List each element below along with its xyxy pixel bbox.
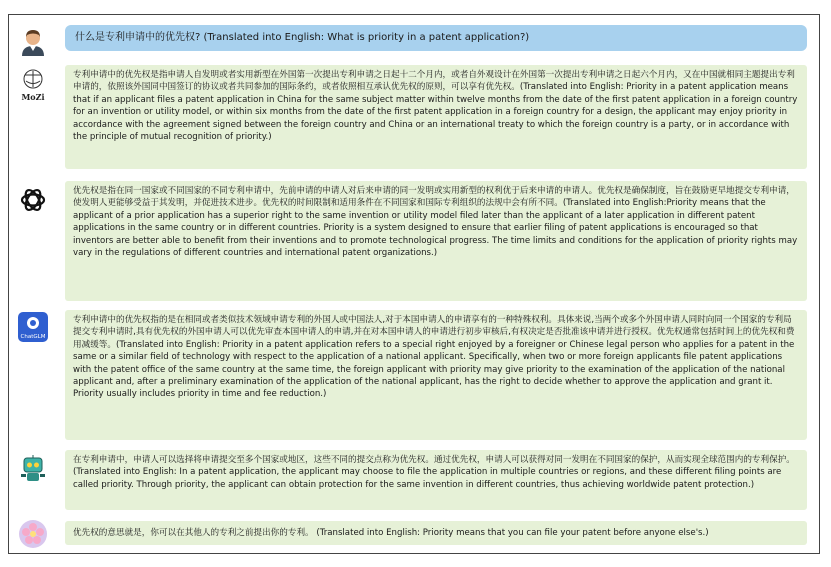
flower-logo-icon	[18, 519, 48, 549]
robot-logo-icon	[18, 454, 48, 484]
answer-bubble: 在专利申请中，申请人可以选择将申请提交至多个国家或地区，这些不同的提交点称为优先权。通过优先权，申请人可以获得对同一发明在不同国家的保护，从而实现全球范围内的专利保护。(Translated into English: In a patent application, the applicant may choose to file the application in multiple countries or regions, and these different filing points are called priority. Through priority, the applicant can obtain protection for the same invention in different countries, thus achieving worldwide patent protection.)	[65, 450, 807, 510]
chatglm-logo-text: ChatGLM	[20, 334, 46, 340]
answer-bubble: 专利申请中的优先权指的是在相同或者类似技术领域申请专利的外国人或中国法人,对于本国申请人的申请享有的一种特殊权利。具体来说,当两个或多个外国申请人同时向同一个国家的专利局提交专利申请时,具有优先权的外国申请人可以优先审查本国申请人的申请,并在对本国申请人的申请进行初步审核后,有权决定是否批准该申请并进行授权。优先权通常包括时间上的优先权和费用减缓等。(Translated into English: Priority in a patent application refers to a special right enjoyed by a foreigner or Chinese legal person who applies for a patent in the same or a similar field of technology with respect to the application of a national applicant. Specifically, when two or more foreign applicants file patent applications with the patent office of the same country at the same time, the foreign applicant with priority may give priority to the examination of the application of the national applicant and, after a preliminary examination of the application of the national applicant, has the right to decide whether to approve the application and grant it. Priority usually includes priority in time and fee reduction.)	[65, 310, 807, 440]
answer-bubble: 专利申请中的优先权是指申请人自发明或者实用新型在外国第一次提出专利申请之日起十二个月内，或者自外观设计在外国第一次提出专利申请之日起六个月内，又在中国就相同主题提出专利申请的，依照该外国同中国签订的协议或者共同参加的国际条约，或者依照相互承认优先权的原则，可以享有优先权。(Translated into English: Priority in a patent application means that if an applicant files a patent application in China for the same subject matter within twelve months from the date of the first patent application in a foreign country for an invention or utility model, or within six months from the date of the first patent application in a foreign country for a design, the applicant may enjoy priority in accordance with the agreement signed between the foreign country and China or an international treaty to which the foreign country is a party, or in accordance with the principle of mutual recognition of priority.)	[65, 65, 807, 169]
openai-logo-icon	[18, 185, 48, 215]
comparison-panel	[8, 14, 820, 554]
question-bubble: 什么是专利申请中的优先权? (Translated into English: What is priority in a patent application?)	[65, 25, 807, 51]
mozi-logo-text: MoZi	[21, 92, 45, 102]
mozi-logo-icon	[15, 67, 51, 102]
chatglm-logo-icon	[18, 312, 48, 342]
user-avatar-icon	[18, 27, 48, 57]
answer-bubble: 优先权是指在同一国家或不同国家的不同专利申请中，先前申请的申请人对后来申请的同一发明或实用新型的权利优于后来申请的申请人。优先权是确保制度，旨在鼓励更早地提交专利申请，使发明人更能够受益于其发明，并促进技术进步。优先权的时间限制和适用条件在不同国家和国际专利组织的法规中会有所不同。(Translated into English:Priority means that the applicant of a prior application has a superior right to the same invention or utility model filed later than the applicant of a later application in different patent applications in the same country or in different countries. Priority is a system designed to ensure that earlier filing of patent applications is encouraged so that inventors are better able to benefit from their inventions and to promote technological progress. The time limits and conditions for the application of priority rights may vary in the regulations of different countries and international patent organizations.)	[65, 181, 807, 301]
answer-bubble: 优先权的意思就是，你可以在其他人的专利之前提出你的专利。 (Translated into English: Priority means that you can file your patent before anyone else's.)	[65, 521, 807, 545]
